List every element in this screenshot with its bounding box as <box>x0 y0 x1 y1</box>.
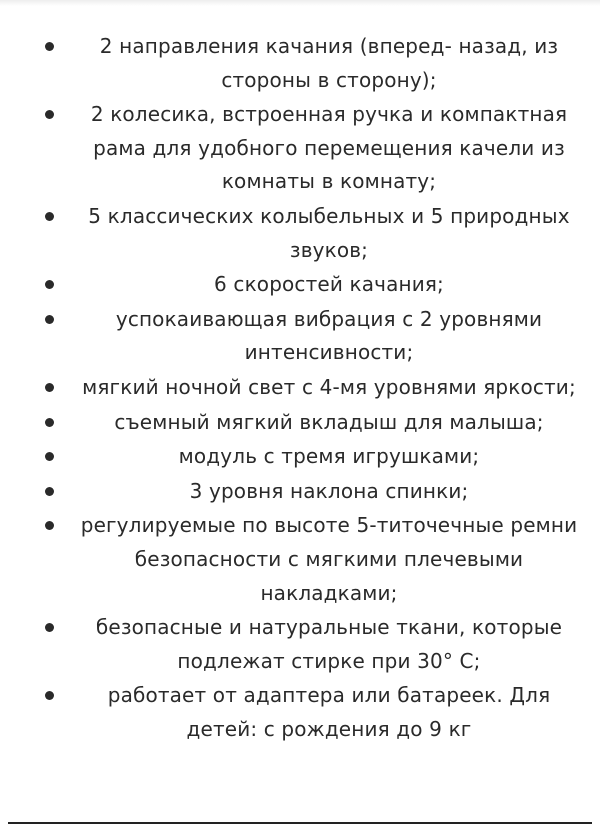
bullet-icon <box>45 212 54 221</box>
feature-text: 5 классических колыбельных и 5 природных звуков; <box>88 203 570 262</box>
feature-text: съемный мягкий вкладыш для малыша; <box>114 409 544 434</box>
feature-text: 2 колесика, встроенная ручка и компактная рама для удобного перемещения качели из комнаты в комнату; <box>90 102 568 194</box>
list-item <box>0 679 600 746</box>
feature-text: 3 уровня наклона спинки; <box>189 478 469 503</box>
bullet-icon <box>45 110 54 119</box>
feature-text: 6 скоростей качания; <box>214 272 444 297</box>
feature-text: модуль с тремя игрушками; <box>178 444 480 469</box>
feature-text: регулируемые по высоте 5-титочечные ремни безопасности с мягкими плечевыми накладками; <box>80 513 578 605</box>
feature-text: работает от адаптера или батареек. Для детей: с рождения до 9 кг <box>107 683 551 741</box>
bullet-icon <box>45 280 54 289</box>
list-item <box>0 303 600 370</box>
bullet-icon <box>45 383 54 392</box>
feature-list <box>0 30 600 747</box>
feature-text: 2 направления качания (вперед- назад, из стороны в сторону); <box>99 34 559 92</box>
bullet-icon <box>45 315 54 324</box>
list-item <box>0 440 600 474</box>
bullet-icon <box>45 521 54 530</box>
list-item <box>0 371 600 405</box>
bullet-icon <box>45 42 54 51</box>
feature-text: успокаивающая вибрация с 2 уровнями интенсивности; <box>115 306 543 365</box>
list-item <box>0 30 600 97</box>
list-item <box>0 200 600 267</box>
bottom-divider <box>8 822 592 824</box>
bullet-icon <box>45 418 54 427</box>
list-item <box>0 268 600 302</box>
bullet-icon <box>45 452 54 461</box>
bullet-icon <box>45 691 54 700</box>
list-item <box>0 98 600 199</box>
feature-text: безопасные и натуральные ткани, которые подлежат стирке при 30° С; <box>95 615 563 673</box>
list-item <box>0 509 600 610</box>
list-item <box>0 611 600 678</box>
list-item <box>0 406 600 440</box>
top-fade <box>0 0 600 6</box>
feature-text: мягкий ночной свет с 4-мя уровнями яркости; <box>82 374 576 399</box>
bullet-icon <box>45 487 54 496</box>
list-item <box>0 475 600 509</box>
bullet-icon <box>45 623 54 632</box>
